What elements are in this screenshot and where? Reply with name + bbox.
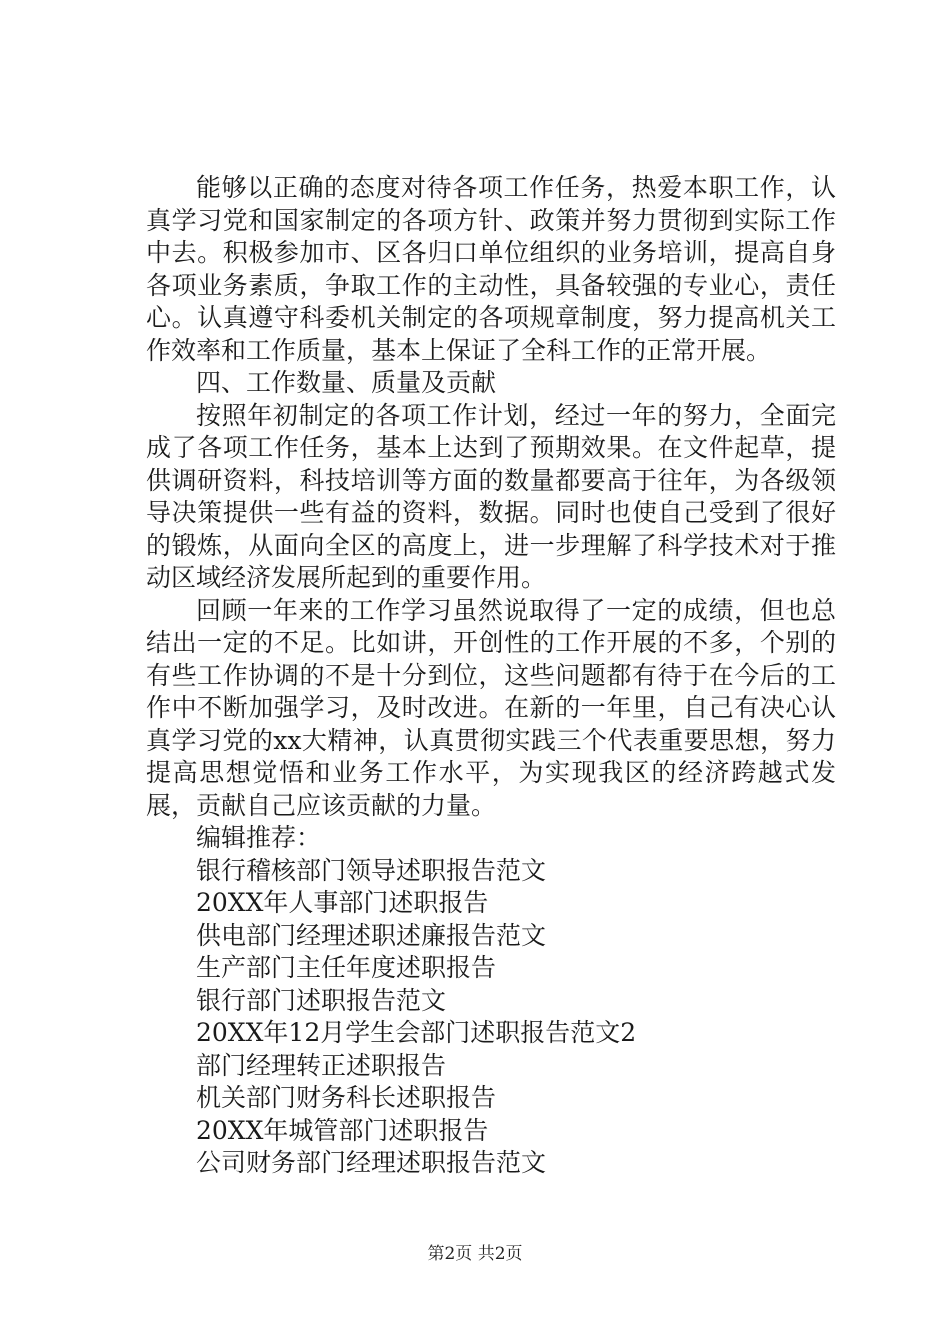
recommend-link[interactable]: 银行稽核部门领导述职报告范文 <box>196 855 547 885</box>
recommend-list <box>146 855 836 1180</box>
recommend-link[interactable]: 供电部门经理述职述廉报告范文 <box>196 920 547 950</box>
page-indicator: 第2页 共2页 <box>427 1244 523 1264</box>
section-heading-4: 四、工作数量、质量及贡献 <box>196 368 497 397</box>
recommend-link[interactable]: 机关部门财务科长述职报告 <box>196 1083 497 1112</box>
recommend-link[interactable]: 20XX年12月学生会部门述职报告范文2 <box>196 1018 637 1047</box>
recommend-link[interactable]: 银行部门述职报告范文 <box>196 985 447 1015</box>
paragraph-review: 回顾一年来的工作学习虽然说取得了一定的成绩，但也总结出一定的不足。比如讲，开创性的工作开展的不多，个别的有些工作协调的不是十分到位，这些问题都有待于在今后的工作中不断加强学习，及时改进。在新的一年里，自己有决心认真学习党的xx大精神，认真贯彻实践三个代表重要思想，努力提高思想觉悟和业务工作水平，为实现我区的经济跨越式发展，贡献自己应该贡献的力量。 <box>146 595 836 820</box>
recommend-link[interactable]: 20XX年人事部门述职报告 <box>196 888 489 917</box>
recommend-link[interactable]: 生产部门主任年度述职报告 <box>196 953 497 982</box>
recommend-link[interactable]: 公司财务部门经理述职报告范文 <box>196 1148 547 1177</box>
page-footer <box>0 1243 950 1265</box>
document-body <box>146 172 836 1180</box>
paragraph-work-results: 按照年初制定的各项工作计划，经过一年的努力，全面完成了各项工作任务，基本上达到了预期效果。在文件起草，提供调研资料，科技培训等方面的数量都要高于往年，为各级领导决策提供一些有益的资料，数据。同时也使自己受到了很好的锻炼，从面向全区的高度上，进一步理解了科学技术对于推动区域经济发展所起到的重要作用。 <box>146 400 836 592</box>
recommend-link[interactable]: 20XX年城管部门述职报告 <box>196 1115 489 1145</box>
paragraph-work-attitude: 能够以正确的态度对待各项工作任务，热爱本职工作，认真学习党和国家制定的各项方针、政策并努力贯彻到实际工作中去。积极参加市、区各归口单位组织的业务培训，提高自身各项业务素质，争取工作的主动性，具备较强的专业心，责任心。认真遵守科委机关制定的各项规章制度，努力提高机关工作效率和工作质量，基本上保证了全科工作的正常开展。 <box>146 173 836 365</box>
recommend-label: 编辑推荐： <box>196 823 322 852</box>
recommend-link[interactable]: 部门经理转正述职报告 <box>196 1050 447 1080</box>
